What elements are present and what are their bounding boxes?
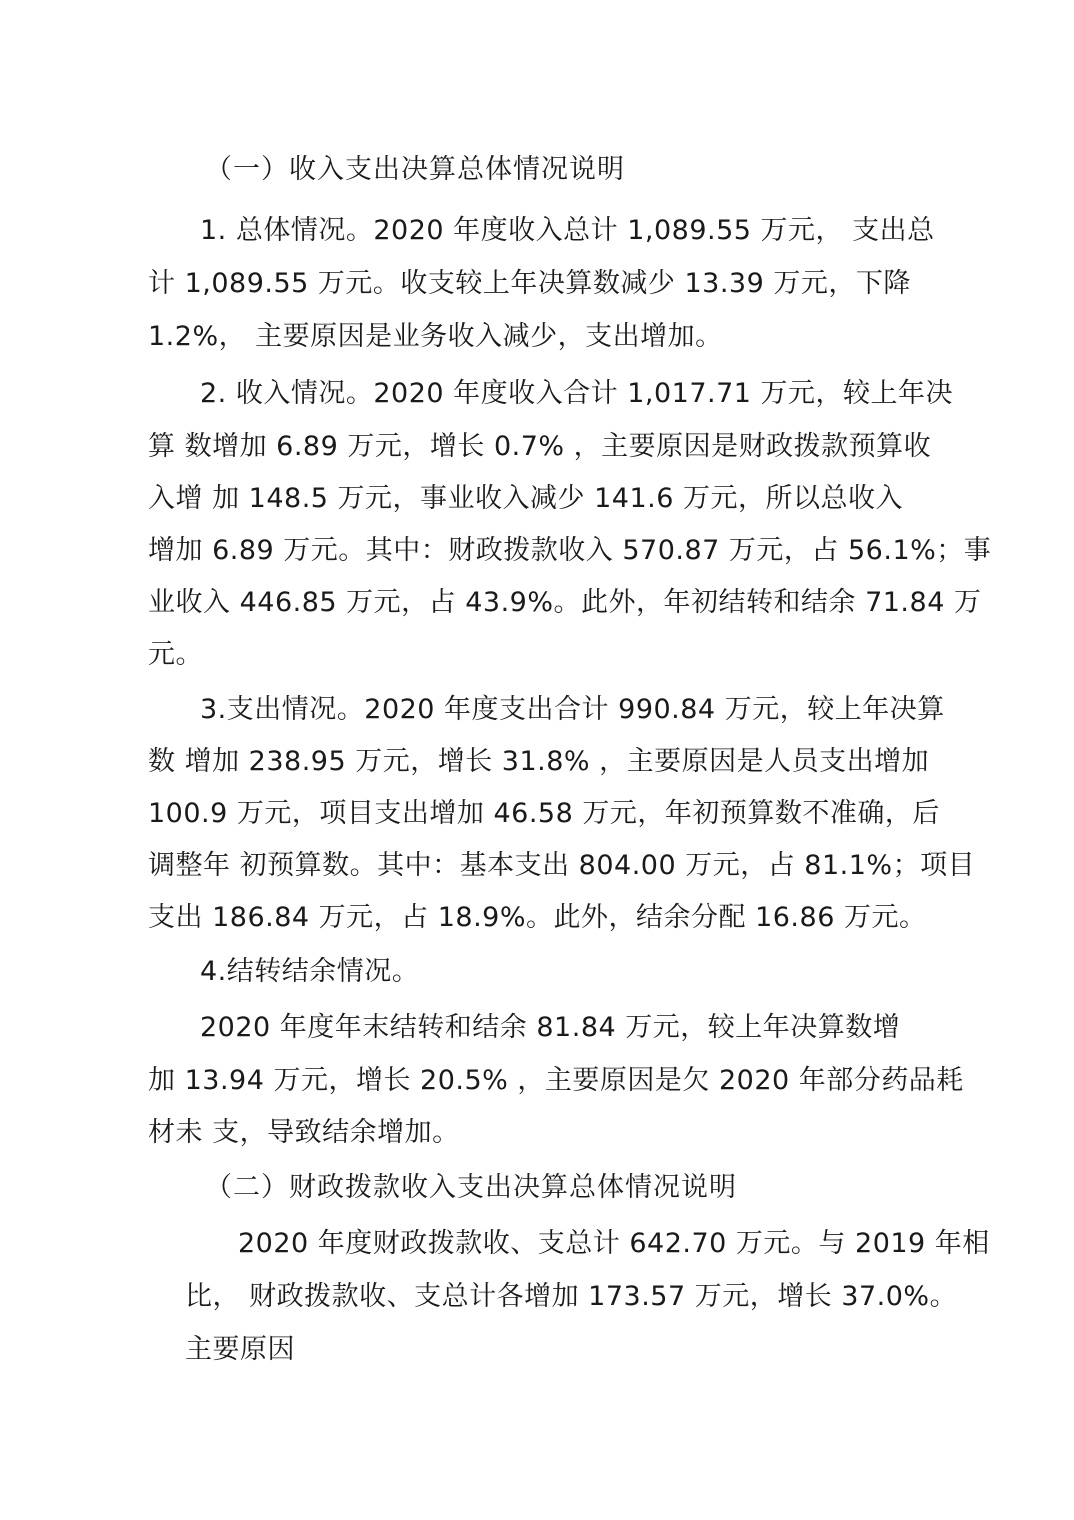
text-line: 主要原因 <box>185 1334 295 1365</box>
text-line: 1.2%， 主要原因是业务收入减少，支出增加。 <box>148 321 723 352</box>
text-line: 加 13.94 万元，增长 20.5% ，主要原因是欠 2020 年部分药品耗 <box>148 1065 964 1096</box>
text-line: 1. 总体情况。2020 年度收入总计 1,089.55 万元， 支出总 <box>200 215 935 246</box>
text-line: 调整年 初预算数。其中：基本支出 804.00 万元，占 81.1%；项目 <box>148 850 976 881</box>
text-line: 增加 6.89 万元。其中：财政拨款收入 570.87 万元，占 56.1%；事 <box>148 535 992 566</box>
text-line: 数 增加 238.95 万元，增长 31.8% ，主要原因是人员支出增加 <box>148 746 930 777</box>
text-line: 计 1,089.55 万元。收支较上年决算数减少 13.39 万元，下降 <box>148 268 911 299</box>
text-line: 比， 财政拨款收、支总计各增加 173.57 万元，增长 37.0%。 <box>185 1281 958 1312</box>
text-line: 业收入 446.85 万元，占 43.9%。此外，年初结转和结余 71.84 万 <box>148 587 982 618</box>
section-heading-1: （一）收入支出决算总体情况说明 <box>205 154 625 185</box>
text-line: 3.支出情况。2020 年度支出合计 990.84 万元，较上年决算 <box>200 694 945 725</box>
text-line: 100.9 万元，项目支出增加 46.58 万元，年初预算数不准确，后 <box>148 798 940 829</box>
text-line: 算 数增加 6.89 万元，增长 0.7% ，主要原因是财政拨款预算收 <box>148 431 932 462</box>
section-heading-2: （二）财政拨款收入支出决算总体情况说明 <box>205 1172 737 1203</box>
subheading: 4.结转结余情况。 <box>200 956 420 987</box>
text-line: 材未 支，导致结余增加。 <box>148 1117 460 1148</box>
text-line: 2020 年度财政拨款收、支总计 642.70 万元。与 2019 年相 <box>238 1228 990 1259</box>
text-line: 2020 年度年末结转和结余 81.84 万元，较上年决算数增 <box>200 1012 901 1043</box>
text-line: 支出 186.84 万元，占 18.9%。此外，结余分配 16.86 万元。 <box>148 902 927 933</box>
text-line: 元。 <box>148 639 203 670</box>
text-line: 入增 加 148.5 万元，事业收入减少 141.6 万元，所以总收入 <box>148 483 904 514</box>
text-line: 2. 收入情况。2020 年度收入合计 1,017.71 万元，较上年决 <box>200 378 954 409</box>
